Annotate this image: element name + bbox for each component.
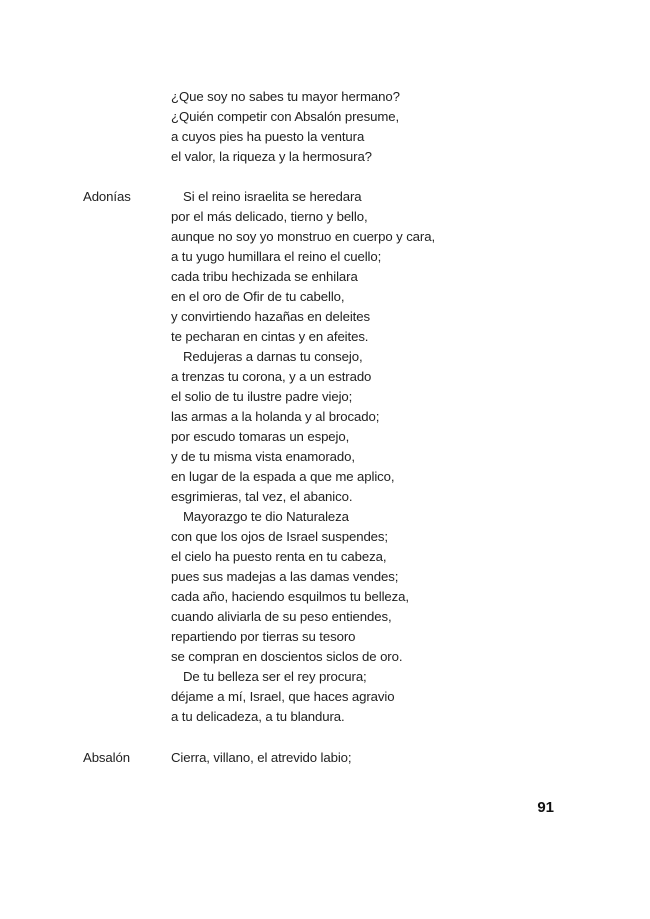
verse-line: las armas a la holanda y al brocado; bbox=[171, 409, 380, 424]
verse-line: te pecharan en cintas y en afeites. bbox=[171, 329, 369, 344]
verse-line: pues sus madejas a las damas vendes; bbox=[171, 569, 399, 584]
verse-line: cuando aliviarla de su peso entiendes, bbox=[171, 609, 392, 624]
verse-line: aunque no soy yo monstruo en cuerpo y cara, bbox=[171, 229, 436, 244]
verse-line: cada año, haciendo esquilmos tu belleza, bbox=[171, 589, 409, 604]
verse-line: ¿Que soy no sabes tu mayor hermano? bbox=[171, 89, 400, 104]
verse-line: repartiendo por tierras su tesoro bbox=[171, 629, 356, 644]
verse-line: a trenzas tu corona, y a un estrado bbox=[171, 369, 372, 384]
verse-line: el cielo ha puesto renta en tu cabeza, bbox=[171, 549, 387, 564]
verse-line: en lugar de la espada a que me aplico, bbox=[171, 469, 395, 484]
verse-line: Redujeras a darnas tu consejo, bbox=[183, 349, 363, 364]
verse-line: De tu belleza ser el rey procura; bbox=[183, 669, 367, 684]
verse-line: Mayorazgo te dio Naturaleza bbox=[183, 509, 349, 524]
verse-line: el valor, la riqueza y la hermosura? bbox=[171, 149, 372, 164]
verse-line: con que los ojos de Israel suspendes; bbox=[171, 529, 388, 544]
verse-line: y de tu misma vista enamorado, bbox=[171, 449, 355, 464]
verse-line: esgrimieras, tal vez, el abanico. bbox=[171, 489, 353, 504]
verse-lines bbox=[171, 748, 351, 768]
verse-line: por el más delicado, tierno y bello, bbox=[171, 209, 368, 224]
verse-line: a tu yugo humillara el reino el cuello; bbox=[171, 249, 382, 264]
verse-line: Cierra, villano, el atrevido labio; bbox=[171, 750, 352, 765]
speaker-name: Absalón bbox=[83, 750, 130, 765]
verse-line: Si el reino israelita se heredara bbox=[183, 189, 362, 204]
verse-line: a tu delicadeza, a tu blandura. bbox=[171, 709, 345, 724]
verse-line: por escudo tomaras un espejo, bbox=[171, 429, 350, 444]
verse-line: déjame a mí, Israel, que haces agravio bbox=[171, 689, 395, 704]
verse-lines bbox=[171, 87, 400, 167]
verse-lines bbox=[171, 187, 435, 727]
verse-line: a cuyos pies ha puesto la ventura bbox=[171, 129, 365, 144]
verse-line: en el oro de Ofir de tu cabello, bbox=[171, 289, 345, 304]
page-number: 91 bbox=[537, 799, 554, 816]
speaker-name: Adonías bbox=[83, 189, 131, 204]
verse-line: se compran en doscientos siclos de oro. bbox=[171, 649, 403, 664]
verse-line: y convirtiendo hazañas en deleites bbox=[171, 309, 370, 324]
verse-line: el solio de tu ilustre padre viejo; bbox=[171, 389, 353, 404]
verse-line: cada tribu hechizada se enhilara bbox=[171, 269, 358, 284]
verse-line: ¿Quién competir con Absalón presume, bbox=[171, 109, 400, 124]
